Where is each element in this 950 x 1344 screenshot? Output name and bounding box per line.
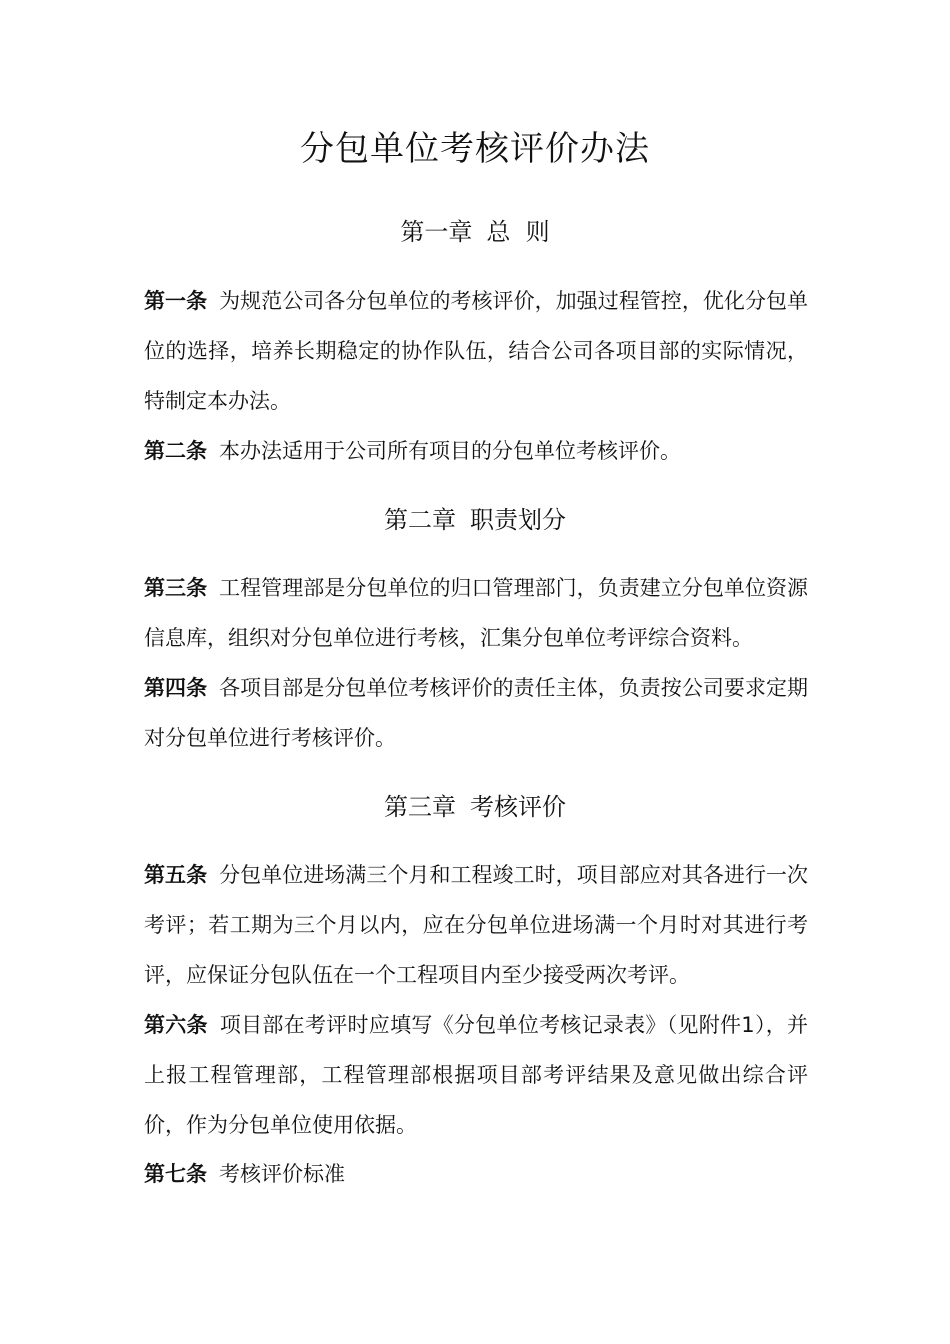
chapter-name: 职责划分 <box>470 506 566 534</box>
chapter-number: 第一章 <box>400 218 473 246</box>
article-text: 项目部在考评时应填写《分包单位考核记录表》（见附件1），并上报工程管理部，工程管理部根据项目部考评结果及意见做出综合评价，作为分包单位使用依据。 <box>144 1013 809 1137</box>
article-4 <box>144 663 808 763</box>
article-number: 第六条 <box>144 1013 208 1037</box>
article-6 <box>144 1000 808 1150</box>
chapter-number: 第二章 <box>384 506 456 534</box>
article-text: 为规范公司各分包单位的考核评价，加强过程管控，优化分包单位的选择，培养长期稳定的协作队伍，结合公司各项目部的实际情况，特制定本办法。 <box>144 289 809 413</box>
chapter-name: 考核评价 <box>470 793 566 821</box>
article-number: 第五条 <box>144 863 208 887</box>
article-7 <box>144 1149 808 1199</box>
article-number: 第三条 <box>144 576 208 600</box>
chapter-heading-2 <box>0 504 950 536</box>
article-text: 考核评价标准 <box>219 1162 345 1186</box>
article-text: 本办法适用于公司所有项目的分包单位考核评价。 <box>219 439 681 463</box>
article-number: 第四条 <box>144 676 208 700</box>
article-3 <box>144 563 808 663</box>
article-number: 第一条 <box>144 289 208 313</box>
article-5 <box>144 850 808 1000</box>
chapter-heading-3 <box>0 791 950 823</box>
article-text: 工程管理部是分包单位的归口管理部门，负责建立分包单位资源信息库，组织对分包单位进行考核，汇集分包单位考评综合资料。 <box>144 576 809 650</box>
chapter-heading-1 <box>0 216 950 248</box>
chapter-name: 总 则 <box>486 218 550 246</box>
article-text: 各项目部是分包单位考核评价的责任主体，负责按公司要求定期对分包单位进行考核评价。 <box>144 676 809 750</box>
article-text: 分包单位进场满三个月和工程竣工时，项目部应对其各进行一次考评；若工期为三个月以内，应在分包单位进场满一个月时对其进行考评，应保证分包队伍在一个工程项目内至少接受两次考评。 <box>144 863 809 987</box>
chapter-number: 第三章 <box>384 793 456 821</box>
article-1 <box>144 276 808 426</box>
article-number: 第二条 <box>144 439 207 463</box>
article-number: 第七条 <box>144 1162 207 1186</box>
article-2 <box>144 426 808 476</box>
document-title: 分包单位考核评价办法 <box>300 129 650 169</box>
